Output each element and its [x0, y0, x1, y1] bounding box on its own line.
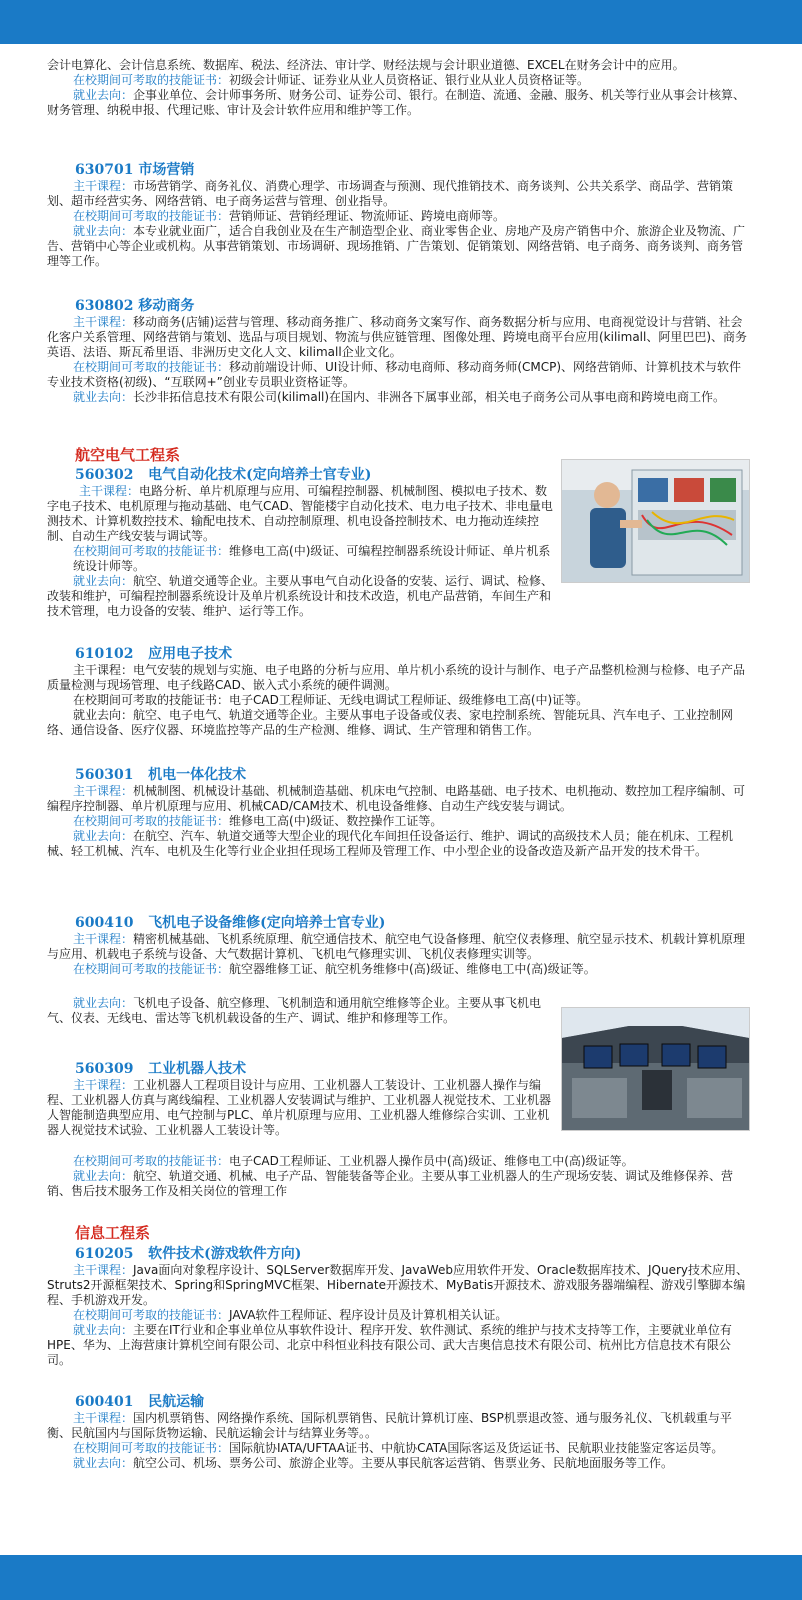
cert-label: 在校期间可考取的技能证书：	[73, 73, 230, 87]
intro-jobs: 企事业单位、会计师事务所、财务公司、证券公司、银行。在制造、流通、金融、服务、机关等行业从事会计核算、财务管理、纳税申报、代理记账、审计及会计软件应用和维护等工作。	[47, 88, 746, 117]
jobs-label: 就业去向：	[73, 88, 134, 102]
intro-courses: 会计电算化、会计信息系统、数据库、税法、经济法、审计学、财经法规与会计职业道德、EXCEL在财务会计中的应用。	[47, 58, 685, 72]
major-body-560302: 主干课程：电路分析、单片机原理与应用、可编程控制器、机械制图、模拟电子技术、数字电子技术、电机原理与拖动基础、电气CAD、智能楼宇自动化技术、电力电子技术、非电量电测技术、计算机数控技术、输配电技术、自动控制原理、机电设备控制技术、电力拖动连续控制、自动生产线安装与调试等。 在校期间可考取的技能证书：维修电工高(中)级证、可编程控制器系统设计师证、单片机系统设计师等。 就业去向：航空、轨道交通等企业。主要从事电气自动化设备的安装、运行、调试、检修、改装和维护，可编程控制器系统设计及单片机系统设计和技术改造，机电产品营销，车间生产和技术管理，电力设备的安装、维护、运行等工作。	[47, 484, 554, 618]
major-title-600401: 600401 民航运输	[75, 1394, 205, 1410]
major-body-630701: 主干课程：市场营销学、商务礼仪、消费心理学、市场调查与预测、现代推销技术、商务谈判、公共关系学、商品学、营销策划、超市经营实务、网络营销、电子商务运营与管理、创业指导。 在校期间可考取的技能证书：营销师证、营销经理证、物流师证、跨境电商师等。 就业去向：本专业就业面广，适合自我创业及在生产制造型企业、商业零售企业、房地产及房产销售中介、旅游企业及物流、广告、营销中心等企业或机构。从事营销策划、市场调研、现场推销、广告策划、促销策划、网络营销、电子商务、商务谈判、商务管理等工作。	[47, 179, 746, 268]
major-title-630701: 630701 市场营销	[75, 162, 195, 178]
bottom-banner-bar	[0, 1555, 802, 1600]
major-body-560301: 主干课程：机械制图、机械设计基础、机械制造基础、机床电气控制、电路基础、电子技术、电机拖动、数控加工程序编制、可编程序控制器、单片机原理与应用、机械CAD/CAM技术、机电设备维修、自动生产线安装与调试。 在校期间可考取的技能证书：维修电工高(中)级证、数控操作工证等。 就业去向：在航空、汽车、轨道交通等大型企业的现代化车间担任设备运行、维护、调试的高级技术人员；能在机床、工程机械、轻工机械、汽车、电机及生化等行业企业担任现场工程师及管理工作、中小型企业的设备改造及新产品开发的技术骨干。	[47, 784, 746, 858]
major-title-630802: 630802 移动商务	[75, 298, 195, 314]
major-body-610205: 主干课程：Java面向对象程序设计、SQLServer数据库开发、JavaWeb应用软件开发、Oracle数据库技术、JQuery技术应用、Struts2开源框架技术、Spring和SpringMVC框架、Hibernate开源技术、MyBatis开源技术、游戏服务器端编程、游戏引擎脚本编程、手机游戏开发。 在校期间可考取的技能证书：JAVA软件工程师证、程序设计员及计算机相关认证。 就业去向：主要在IT行业和企事业单位从事软件设计、程序开发、软件测试、系统的维护与技术支持等工作，主要就业单位有HPE、华为、上海营康计算机空间有限公司、北京中科恒业科技有限公司、武大吉奥信息技术有限公司、杭州比方信息技术有限公司。	[47, 1263, 749, 1367]
major-title-610102: 610102 应用电子技术	[75, 646, 233, 662]
department-aviation-electrical: 航空电气工程系	[75, 446, 181, 464]
electrical-lab-photo	[561, 459, 750, 583]
major-body-600401: 主干课程：国内机票销售、网络操作系统、国际机票销售、民航计算机订座、BSP机票退改签、通与服务礼仪、飞机载重与平衡、民航国内与国际货物运输、民航运输会计与结算业务等。。 在校期间可考取的技能证书：国际航协IATA/UFTAA证书、中航协CATA国际客运及货运证书、民航职业技能鉴定客运员等。 就业去向：航空公司、机场、票务公司、旅游企业等。主要从事民航客运营销、售票业务、民航地面服务等工作。	[47, 1411, 732, 1470]
major-body-630802: 主干课程：移动商务(店铺)运营与管理、移动商务推广、移动商务文案写作、商务数据分析与应用、电商视觉设计与营销、社会化客户关系管理、网络营销与策划、选品与项目规划、物流与供应链管理、图像处理、跨境电商平台应用(kilimall、阿里巴巴)、商务英语、法语、斯瓦希里语、非洲历史文化人文、kilimall企业文化。 在校期间可考取的技能证书：移动前端设计师、UI设计师、移动电商师、移动商务师(CMCP)、网络营销师、计算机技术与软件专业技术资格(初级)、“互联网+”创业专员职业资格证等。 就业去向：长沙非拓信息技术有限公司(kilimall)在国内、非洲各下属事业部，相关电子商务公司从事电商和跨境电商工作。	[47, 315, 748, 404]
major-body-610102: 主干课程：电气安装的规划与实施、电子电路的分析与应用、单片机小系统的设计与制作、电子产品整机检测与检修、电子产品质量检测与现场管理、电子线路CAD、嵌入式小系统的硬件调测。 在校期间可考取的技能证书：电子CAD工程师证、无线电调试工程师证、级维修电工高(中)证等。 就业去向：航空、电子电气、轨道交通等企业。主要从事电子设备或仪表、家电控制系统、智能玩具、汽车电子、工业控制网络、通信设备、医疗仪器、环境监控等产品的生产检测、维修、调试、生产管理和销售工作。	[47, 663, 746, 737]
aircraft-cockpit-photo	[561, 1007, 750, 1131]
major-title-560309: 560309 工业机器人技术	[75, 1061, 247, 1077]
major-title-560302: 560302 电气自动化技术(定向培养士官专业)	[75, 467, 372, 483]
major-title-560301: 560301 机电一体化技术	[75, 767, 247, 783]
jobs-600410: 飞机电子设备、航空修理、飞机制造和通用航空维修等企业。主要从事飞机电气、仪表、无线电、雷达等飞机机载设备的生产、调试、维护和修理等工作。	[47, 996, 542, 1025]
major-title-610205: 610205 软件技术(游戏软件方向)	[75, 1246, 302, 1262]
major-title-600410: 600410 飞机电子设备维修(定向培养士官专业)	[75, 915, 386, 931]
major-body-560309: 主干课程：工业机器人工程项目设计与应用、工业机器人工装设计、工业机器人操作与编程、工业机器人仿真与离线编程、工业机器人安装调试与维护、工业机器人视觉技术、工业机器人智能制造典型应用、电气控制与PLC、单片机原理与应用、工业机器人维修综合实训、工业机器人视觉技术试验、工业机器人工装设计等。	[47, 1078, 552, 1137]
top-banner-bar	[0, 0, 802, 44]
major-body-600410: 主干课程：精密机械基础、飞机系统原理、航空通信技术、航空电气设备修理、航空仪表修理、航空显示技术、机载计算机原理与应用、机载电子系统与设备、大气数据计算机、飞机电气修理实训、飞机仪表修理实训等。 在校期间可考取的技能证书：航空器维修工证、航空机务维修中(高)级证、维修电工中(高)级证等。	[47, 932, 746, 976]
accounting-section	[47, 58, 752, 118]
department-information-engineering: 信息工程系	[75, 1224, 151, 1242]
intro-cert: 初级会计师证、证券业从业人员资格证、银行业从业人员资格证等。	[229, 73, 590, 87]
